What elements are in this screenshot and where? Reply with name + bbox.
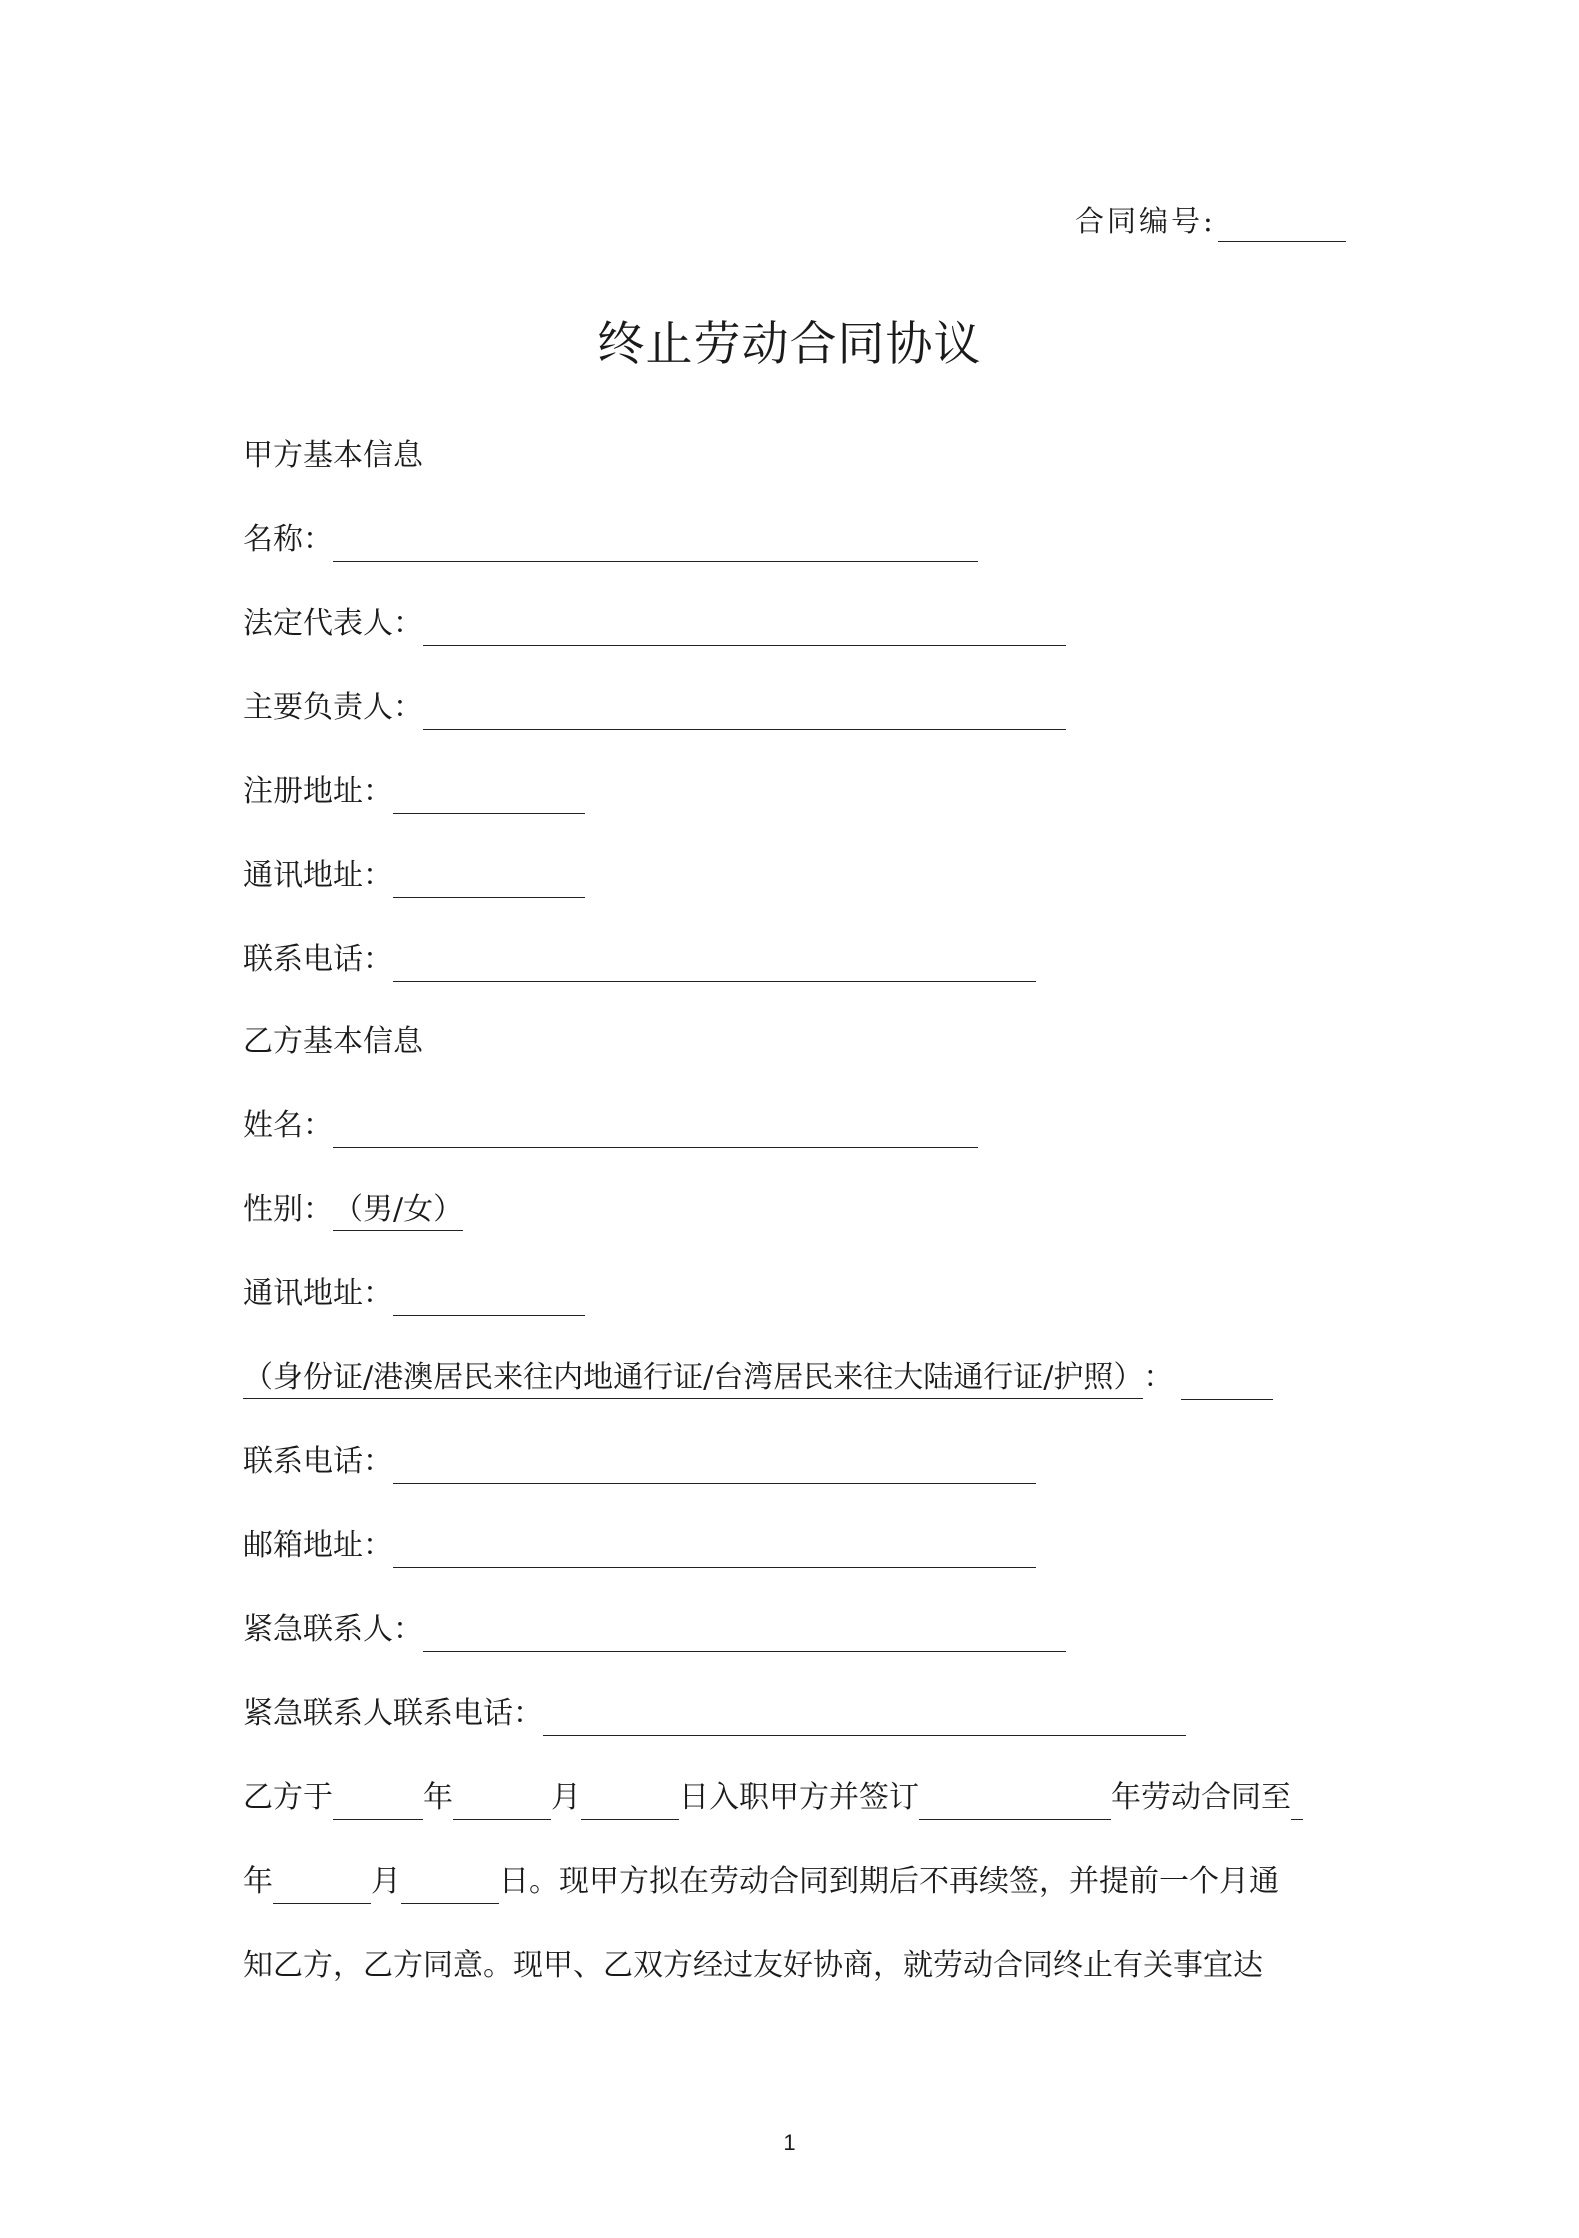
party-a-name-label: 名称： — [243, 522, 333, 557]
party-a-legal-rep-label: 法定代表人： — [243, 606, 423, 641]
party-b-phone-field[interactable] — [393, 1445, 1036, 1484]
party-a-principal-row — [243, 686, 1066, 730]
party-b-gender-value[interactable]: （男/女） — [333, 1192, 463, 1231]
party-b-emergency-phone-row — [243, 1692, 1186, 1736]
party-a-reg-address-field[interactable] — [393, 775, 585, 814]
party-a-phone-row — [243, 938, 1036, 982]
entry-month-field[interactable] — [453, 1781, 551, 1820]
party-b-name-label: 姓名： — [243, 1108, 333, 1143]
document-title: 终止劳动合同协议 — [597, 317, 982, 372]
end-month-field[interactable] — [273, 1865, 371, 1904]
month-label: 月 — [551, 1780, 581, 1815]
entry-day-field[interactable] — [581, 1781, 679, 1820]
entry-year-field[interactable] — [333, 1781, 423, 1820]
party-b-name-row — [243, 1104, 978, 1148]
party-b-mail-address-label: 通讯地址： — [243, 1276, 393, 1311]
party-b-emergency-contact-row — [243, 1608, 1066, 1652]
party-a-mail-address-row — [243, 854, 585, 898]
contract-number-field[interactable] — [1218, 211, 1346, 242]
party-a-mail-address-label: 通讯地址： — [243, 858, 393, 893]
party-a-principal-label: 主要负责人： — [243, 690, 423, 725]
party-b-emergency-contact-label: 紧急联系人： — [243, 1612, 423, 1647]
year-label: 年 — [243, 1864, 273, 1899]
month-label: 月 — [371, 1864, 401, 1899]
party-a-heading: 甲方基本信息 — [243, 438, 423, 473]
body-paragraph-line-2 — [243, 1860, 1279, 1904]
party-b-phone-label: 联系电话： — [243, 1444, 393, 1479]
party-b-id-number-field[interactable] — [1181, 1361, 1273, 1400]
party-b-emergency-phone-field[interactable] — [543, 1697, 1186, 1736]
end-day-field[interactable] — [401, 1865, 499, 1904]
party-b-gender-row — [243, 1188, 463, 1232]
party-b-heading: 乙方基本信息 — [243, 1024, 423, 1059]
party-b-emergency-phone-label: 紧急联系人联系电话： — [243, 1696, 543, 1731]
body-text: 日入职甲方并签订 — [679, 1780, 919, 1815]
party-b-id-row — [243, 1356, 1273, 1400]
body-text: 日。现甲方拟在劳动合同到期后不再续签，并提前一个月通 — [499, 1864, 1279, 1899]
party-b-email-row — [243, 1524, 1036, 1568]
party-a-reg-address-label: 注册地址： — [243, 774, 393, 809]
party-b-name-field[interactable] — [333, 1109, 978, 1148]
contract-term-field[interactable] — [919, 1781, 1111, 1820]
party-a-legal-rep-field[interactable] — [423, 607, 1066, 646]
party-a-legal-rep-row — [243, 602, 1066, 646]
party-a-mail-address-field[interactable] — [393, 859, 585, 898]
contract-number — [1075, 200, 1346, 242]
year-label: 年 — [423, 1780, 453, 1815]
party-b-gender-label: 性别： — [243, 1192, 333, 1227]
party-b-mail-address-row — [243, 1272, 585, 1316]
party-a-phone-label: 联系电话： — [243, 942, 393, 977]
body-text: 年劳动合同至 — [1111, 1780, 1291, 1815]
end-year-field[interactable] — [1291, 1781, 1303, 1820]
party-b-mail-address-field[interactable] — [393, 1277, 585, 1316]
party-b-email-field[interactable] — [393, 1529, 1036, 1568]
party-b-emergency-contact-field[interactable] — [423, 1613, 1066, 1652]
body-paragraph-line-3: 知乙方，乙方同意。现甲、乙双方经过友好协商，就劳动合同终止有关事宜达 — [243, 1948, 1263, 1983]
party-a-name-row — [243, 518, 978, 562]
party-a-name-field[interactable] — [333, 523, 978, 562]
party-b-email-label: 邮箱地址： — [243, 1528, 393, 1563]
contract-number-label: 合同编号: — [1075, 204, 1216, 238]
party-b-phone-row — [243, 1440, 1036, 1484]
page-number: 1 — [783, 2130, 796, 2155]
party-a-principal-field[interactable] — [423, 691, 1066, 730]
body-paragraph-line-1 — [243, 1776, 1303, 1820]
party-b-id-colon: ： — [1143, 1360, 1174, 1395]
party-a-reg-address-row — [243, 770, 585, 814]
party-a-phone-field[interactable] — [393, 943, 1036, 982]
body-text: 乙方于 — [243, 1780, 333, 1815]
party-b-id-type-label[interactable]: （身份证/港澳居民来往内地通行证/台湾居民来往大陆通行证/护照） — [243, 1360, 1143, 1399]
